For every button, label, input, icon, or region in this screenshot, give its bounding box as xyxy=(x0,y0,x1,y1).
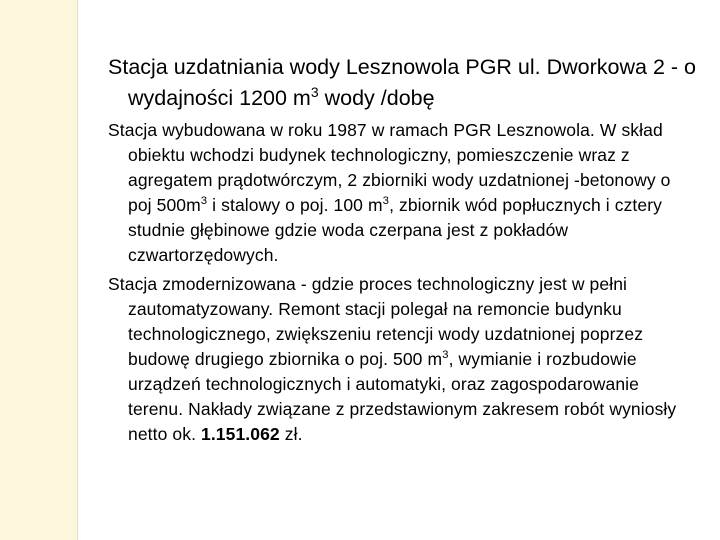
title-superscript: 3 xyxy=(310,83,319,100)
slide-content xyxy=(108,52,698,451)
slide-title xyxy=(108,52,698,114)
paragraph2-superscript: 3 xyxy=(442,349,449,362)
paragraph2-text-part3: zł. xyxy=(279,424,303,444)
title-text-part2: wody /dobę xyxy=(318,86,435,110)
paragraph1-text-part2: i stalowy o poj. 100 m xyxy=(207,195,383,215)
paragraph1-superscript-1: 3 xyxy=(200,195,208,208)
paragraph1-superscript-2: 3 xyxy=(382,195,390,208)
title-text-part1: Stacja uzdatniania wody Lesznowola PGR ul. Dworkowa 2 - o wydajności 1200 m xyxy=(108,55,696,110)
paragraph-construction xyxy=(108,118,698,268)
paragraph-modernization xyxy=(108,272,698,447)
cost-amount: 1.151.062 xyxy=(201,424,280,444)
decorative-side-band xyxy=(0,0,78,540)
paragraph2-text-part1: Stacja zmodernizowana - gdzie proces technologiczny jest w pełni zautomatyzowany. Remont stacji polegał na remoncie budynku technologicznego, zwiększeniu retencji wody uzdatnionej poprzez budowę drugiego zbiornika o poj. 500 m xyxy=(108,274,644,369)
paragraph1-text-part1: Stacja wybudowana w roku 1987 w ramach PGR Lesznowola. W skład obiektu wchodzi budynek technologiczny, pomieszczenie wraz z agregatem prądotwórczym, 2 zbiorniki wody uzdatnionej -betonowy o poj 500m xyxy=(108,120,671,215)
paragraph1-text-part3: , zbiornik wód popłucznych i cztery studnie głębinowe gdzie woda czerpana jest z pokładów czwartorzędowych. xyxy=(128,195,662,265)
paragraph2-text-part2: , wymianie i rozbudowie urządzeń technologicznych i automatyki, oraz zagospodarowanie terenu. Nakłady związane z przedstawionym zakresem robót wyniosły netto ok. xyxy=(128,349,677,444)
